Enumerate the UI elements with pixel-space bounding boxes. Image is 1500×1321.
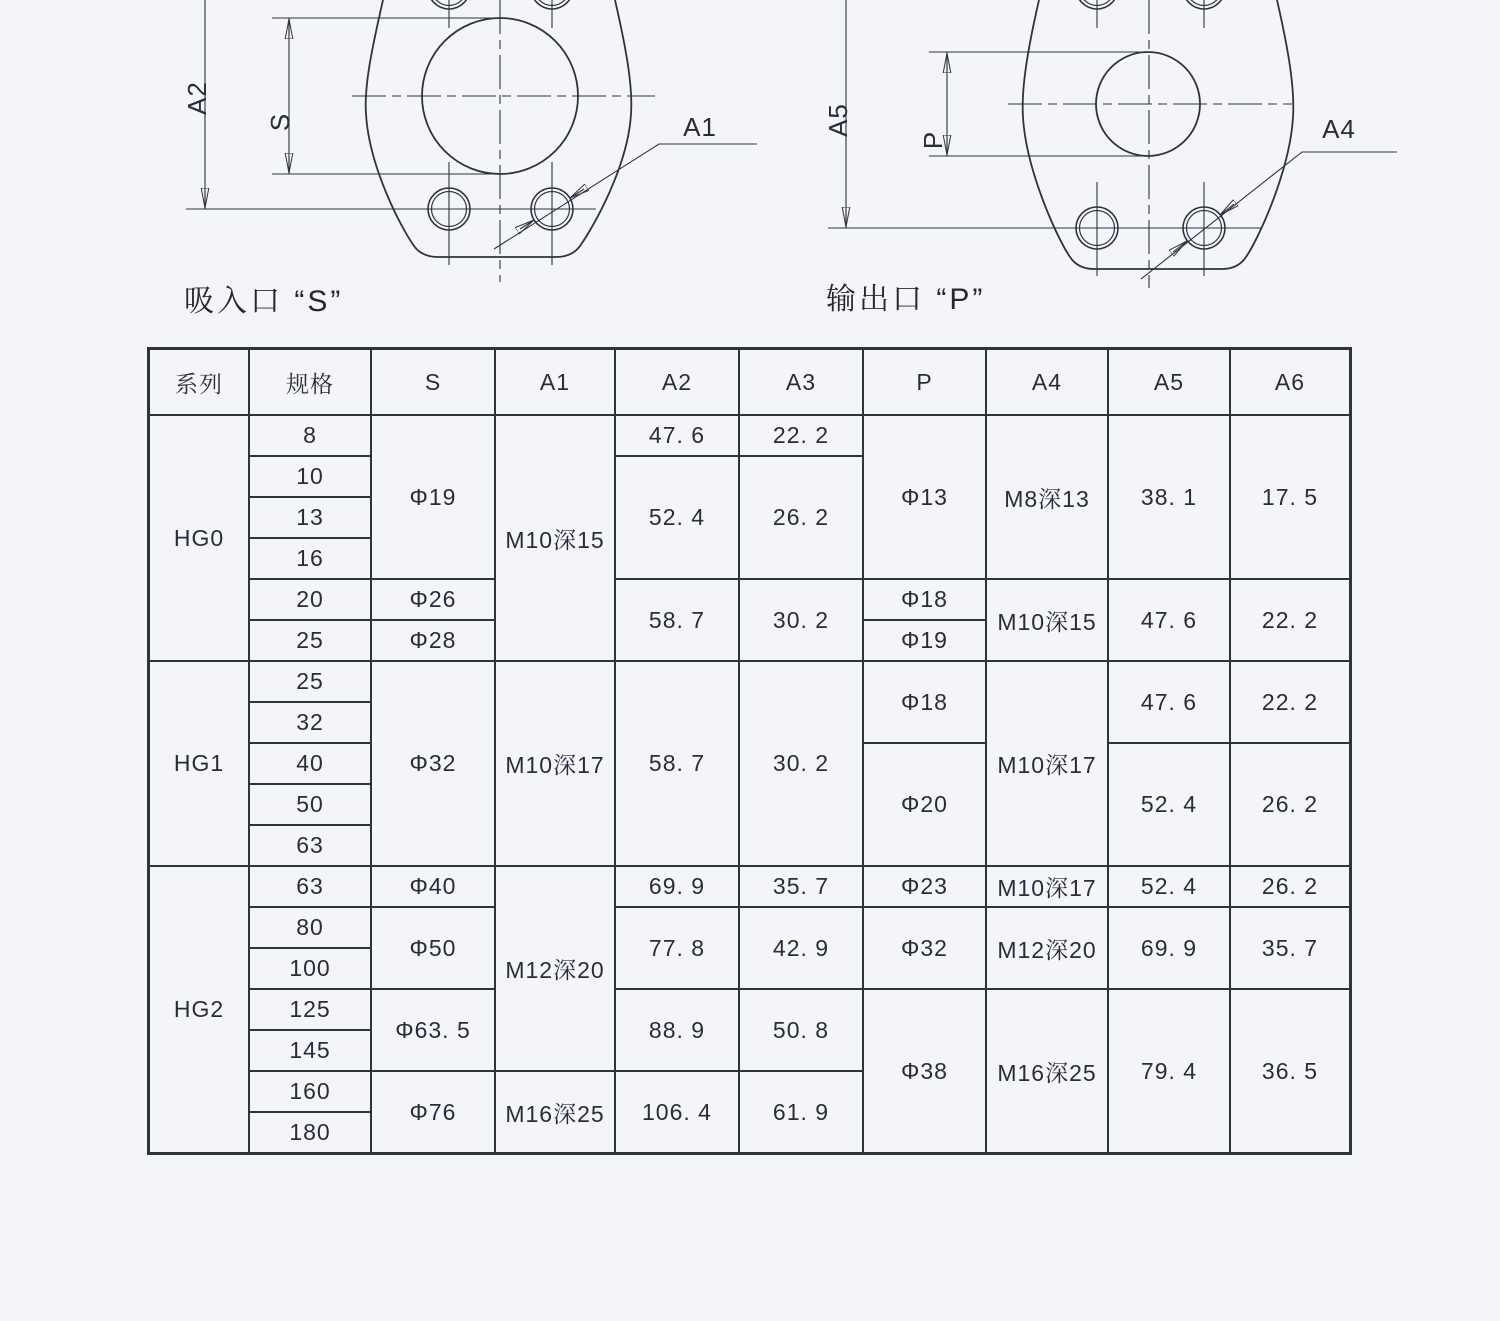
table-cell: Φ26	[372, 580, 494, 619]
table-cell: 47. 6	[616, 416, 738, 455]
a2-dimension	[182, 0, 596, 209]
table-cell: Φ38	[864, 990, 985, 1152]
table-cell: 8	[250, 416, 370, 455]
table-cell: Φ28	[372, 621, 494, 660]
s-dimension-label: S	[265, 112, 295, 132]
table-cell: Φ18	[864, 580, 985, 619]
column-header: A2	[616, 350, 738, 414]
right-flange-outline	[1023, 0, 1294, 269]
table-cell: 25	[250, 621, 370, 660]
table-cell: 22. 2	[740, 416, 862, 455]
table-cell: M12深20	[496, 867, 614, 1070]
table-cell: M10深17	[987, 867, 1107, 906]
left-flange-outline	[366, 0, 632, 257]
table-cell: 69. 9	[1109, 908, 1229, 988]
table-cell: Φ32	[864, 908, 985, 988]
table-cell: 47. 6	[1109, 662, 1229, 742]
table-cell: 52. 4	[1109, 867, 1229, 906]
table-cell: 36. 5	[1231, 990, 1349, 1152]
table-cell: 42. 9	[740, 908, 862, 988]
table-cell: 50	[250, 785, 370, 824]
table-cell: 145	[250, 1031, 370, 1070]
table-cell: 40	[250, 744, 370, 783]
table-cell: 77. 8	[616, 908, 738, 988]
table-cell: Φ19	[372, 416, 494, 578]
table-cell: 20	[250, 580, 370, 619]
table-cell: 22. 2	[1231, 662, 1349, 742]
a5-dimension-label: A5	[823, 103, 853, 137]
table-cell: Φ19	[864, 621, 985, 660]
column-header: S	[372, 350, 494, 414]
table-cell: 50. 8	[740, 990, 862, 1070]
column-header: A4	[987, 350, 1107, 414]
table-cell: HG0	[150, 416, 248, 660]
table-cell: 26. 2	[1231, 744, 1349, 865]
table-cell: Φ63. 5	[372, 990, 494, 1070]
right-flange-drawing	[823, 0, 1397, 288]
table-cell: 35. 7	[740, 867, 862, 906]
right-drawing-caption: 输出口 “P”	[826, 283, 986, 316]
table-cell: 80	[250, 908, 370, 947]
table-cell: Φ32	[372, 662, 494, 865]
column-header: A5	[1109, 350, 1229, 414]
table-cell: 88. 9	[616, 990, 738, 1070]
table-cell: 180	[250, 1113, 370, 1152]
table-cell: 30. 2	[740, 662, 862, 865]
table-cell: 10	[250, 457, 370, 496]
a1-leader	[494, 112, 757, 249]
table-cell: Φ50	[372, 908, 494, 988]
table-cell: Φ76	[372, 1072, 494, 1152]
a5-dimension	[823, 0, 1262, 228]
table-cell: Φ13	[864, 416, 985, 578]
table-cell: M10深15	[496, 416, 614, 660]
table-cell: 22. 2	[1231, 580, 1349, 660]
column-header: A3	[740, 350, 862, 414]
table-cell: HG2	[150, 867, 248, 1152]
table-cell: 38. 1	[1109, 416, 1229, 578]
a4-leader	[1141, 114, 1397, 279]
table-cell: HG1	[150, 662, 248, 865]
table-cell: 30. 2	[740, 580, 862, 660]
table-cell: 25	[250, 662, 370, 701]
table-cell: 26. 2	[1231, 867, 1349, 906]
table-cell: M10深17	[987, 662, 1107, 865]
table-cell: 63	[250, 826, 370, 865]
table-cell: 58. 7	[616, 580, 738, 660]
column-header: 规格	[250, 350, 370, 414]
column-header: A1	[496, 350, 614, 414]
left-drawing-caption: 吸入口 “S”	[184, 285, 344, 318]
table-cell: 125	[250, 990, 370, 1029]
column-header: P	[864, 350, 985, 414]
table-cell: M10深15	[987, 580, 1107, 660]
table-cell: 79. 4	[1109, 990, 1229, 1152]
left-flange-drawing	[182, 0, 757, 282]
table-cell: 61. 9	[740, 1072, 862, 1152]
table-cell: 17. 5	[1231, 416, 1349, 578]
table-cell: M16深25	[496, 1072, 614, 1152]
table-cell: 69. 9	[616, 867, 738, 906]
column-header: 系列	[150, 350, 248, 414]
table-cell: 106. 4	[616, 1072, 738, 1152]
table-cell: M12深20	[987, 908, 1107, 988]
table-cell: Φ20	[864, 744, 985, 865]
table-cell: M10深17	[496, 662, 614, 865]
table-cell: 26. 2	[740, 457, 862, 578]
table-cell: 13	[250, 498, 370, 537]
dimension-table	[147, 347, 1352, 1155]
table-cell: Φ40	[372, 867, 494, 906]
a4-leader-label: A4	[1322, 114, 1356, 144]
a1-leader-label: A1	[683, 112, 717, 142]
table-cell: Φ23	[864, 867, 985, 906]
table-cell: 52. 4	[616, 457, 738, 578]
column-header: A6	[1231, 350, 1349, 414]
table-cell: 100	[250, 949, 370, 988]
table-cell: 63	[250, 867, 370, 906]
table-cell: 16	[250, 539, 370, 578]
a2-dimension-label: A2	[182, 81, 212, 115]
table-cell: M16深25	[987, 990, 1107, 1152]
table-cell: 35. 7	[1231, 908, 1349, 988]
table-cell: Φ18	[864, 662, 985, 742]
table-cell: 160	[250, 1072, 370, 1111]
table-cell: 32	[250, 703, 370, 742]
p-dimension-label: P	[918, 130, 948, 150]
table-cell: 58. 7	[616, 662, 738, 865]
table-cell: M8深13	[987, 416, 1107, 578]
table-cell: 47. 6	[1109, 580, 1229, 660]
table-cell: 52. 4	[1109, 744, 1229, 865]
